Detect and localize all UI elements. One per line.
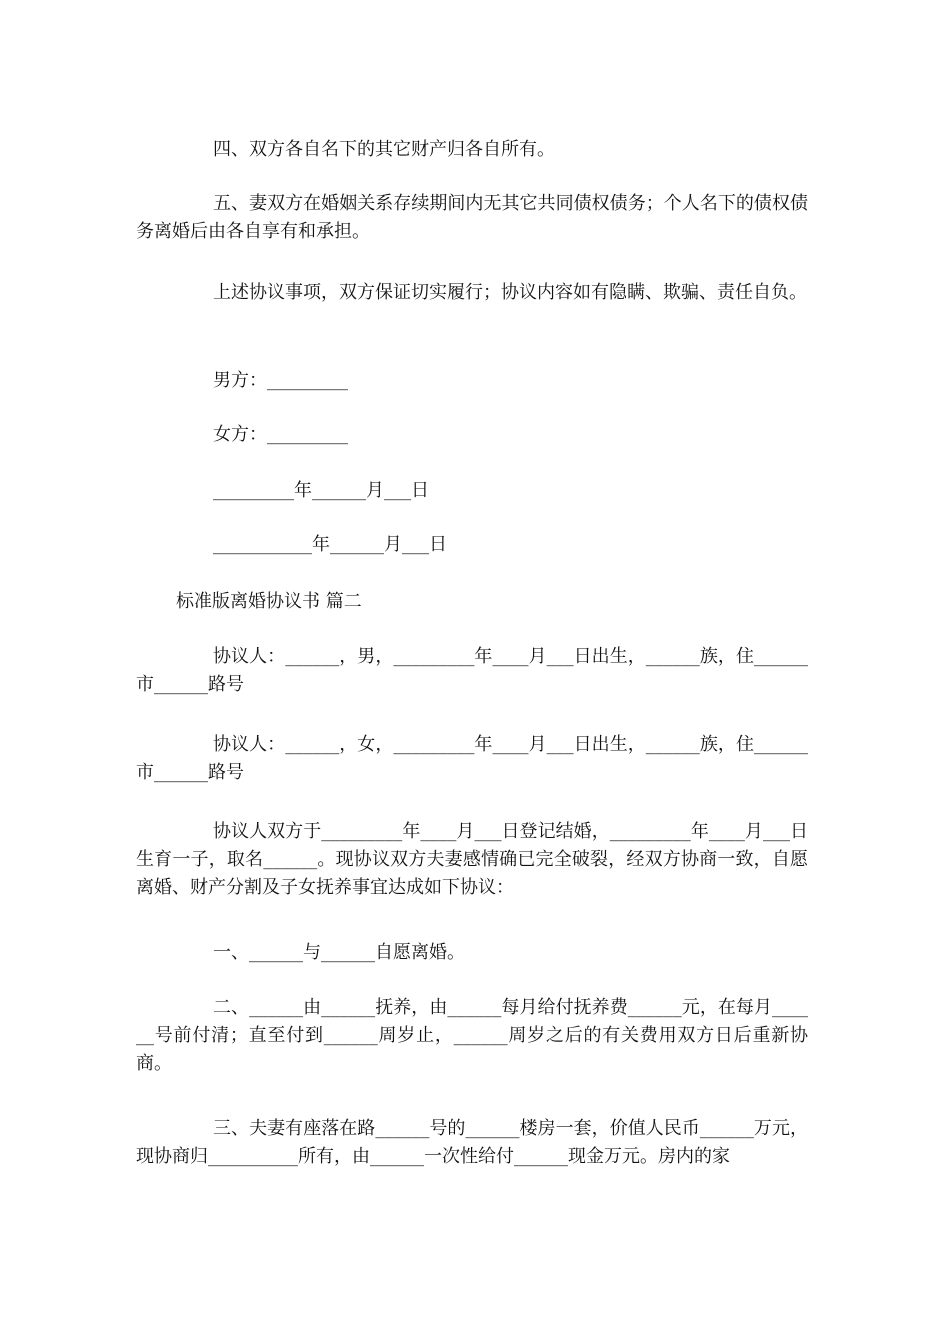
clause-3-property: 三、夫妻有座落在路______号的______楼房一套，价值人民币______万元，现协商归__________所有，由______一次性给付______现金万元。房内的家	[136, 1118, 808, 1167]
party-male: 协议人：______，男，_________年____月___日出生，______族，住______市______路号	[136, 646, 808, 695]
date-line-2: ___________年______月___日	[213, 534, 447, 555]
paragraph-marriage-info: 协议人双方于_________年____月___日登记结婚，_________年____月___日生育一子，取名______。现协议双方夫妻感情确已完全破裂，经双方协商一致，自愿离婚、财产分割及子女抚养事宜达成如下协议：	[136, 821, 808, 898]
party-female: 协议人：______，女，_________年____月___日出生，______族，住______市______路号	[136, 734, 808, 783]
signature-line-male: 男方：_________	[213, 370, 348, 391]
clause-1-divorce: 一、______与______自愿离婚。	[213, 942, 465, 963]
section-heading: 标准版离婚协议书 篇二	[176, 591, 362, 612]
paragraph-guarantee: 上述协议事项，双方保证切实履行；协议内容如有隐瞒、欺骗、责任自负。	[213, 282, 807, 303]
paragraph-debt-clause-5: 五、妻双方在婚姻关系存续期间内无其它共同债权债务；个人名下的债权债务离婚后由各自享有和承担。	[136, 193, 808, 242]
signature-line-female: 女方：_________	[213, 424, 348, 445]
date-line-1: _________年______月___日	[213, 480, 429, 501]
clause-2-child-support: 二、______由______抚养，由______每月给付抚养费______元，在每月______号前付清；直至付到______周岁止，______周岁之后的有关费用双方日后重新协商。	[136, 997, 808, 1074]
paragraph-property-clause-4: 四、双方各自名下的其它财产归各自所有。	[213, 139, 555, 160]
